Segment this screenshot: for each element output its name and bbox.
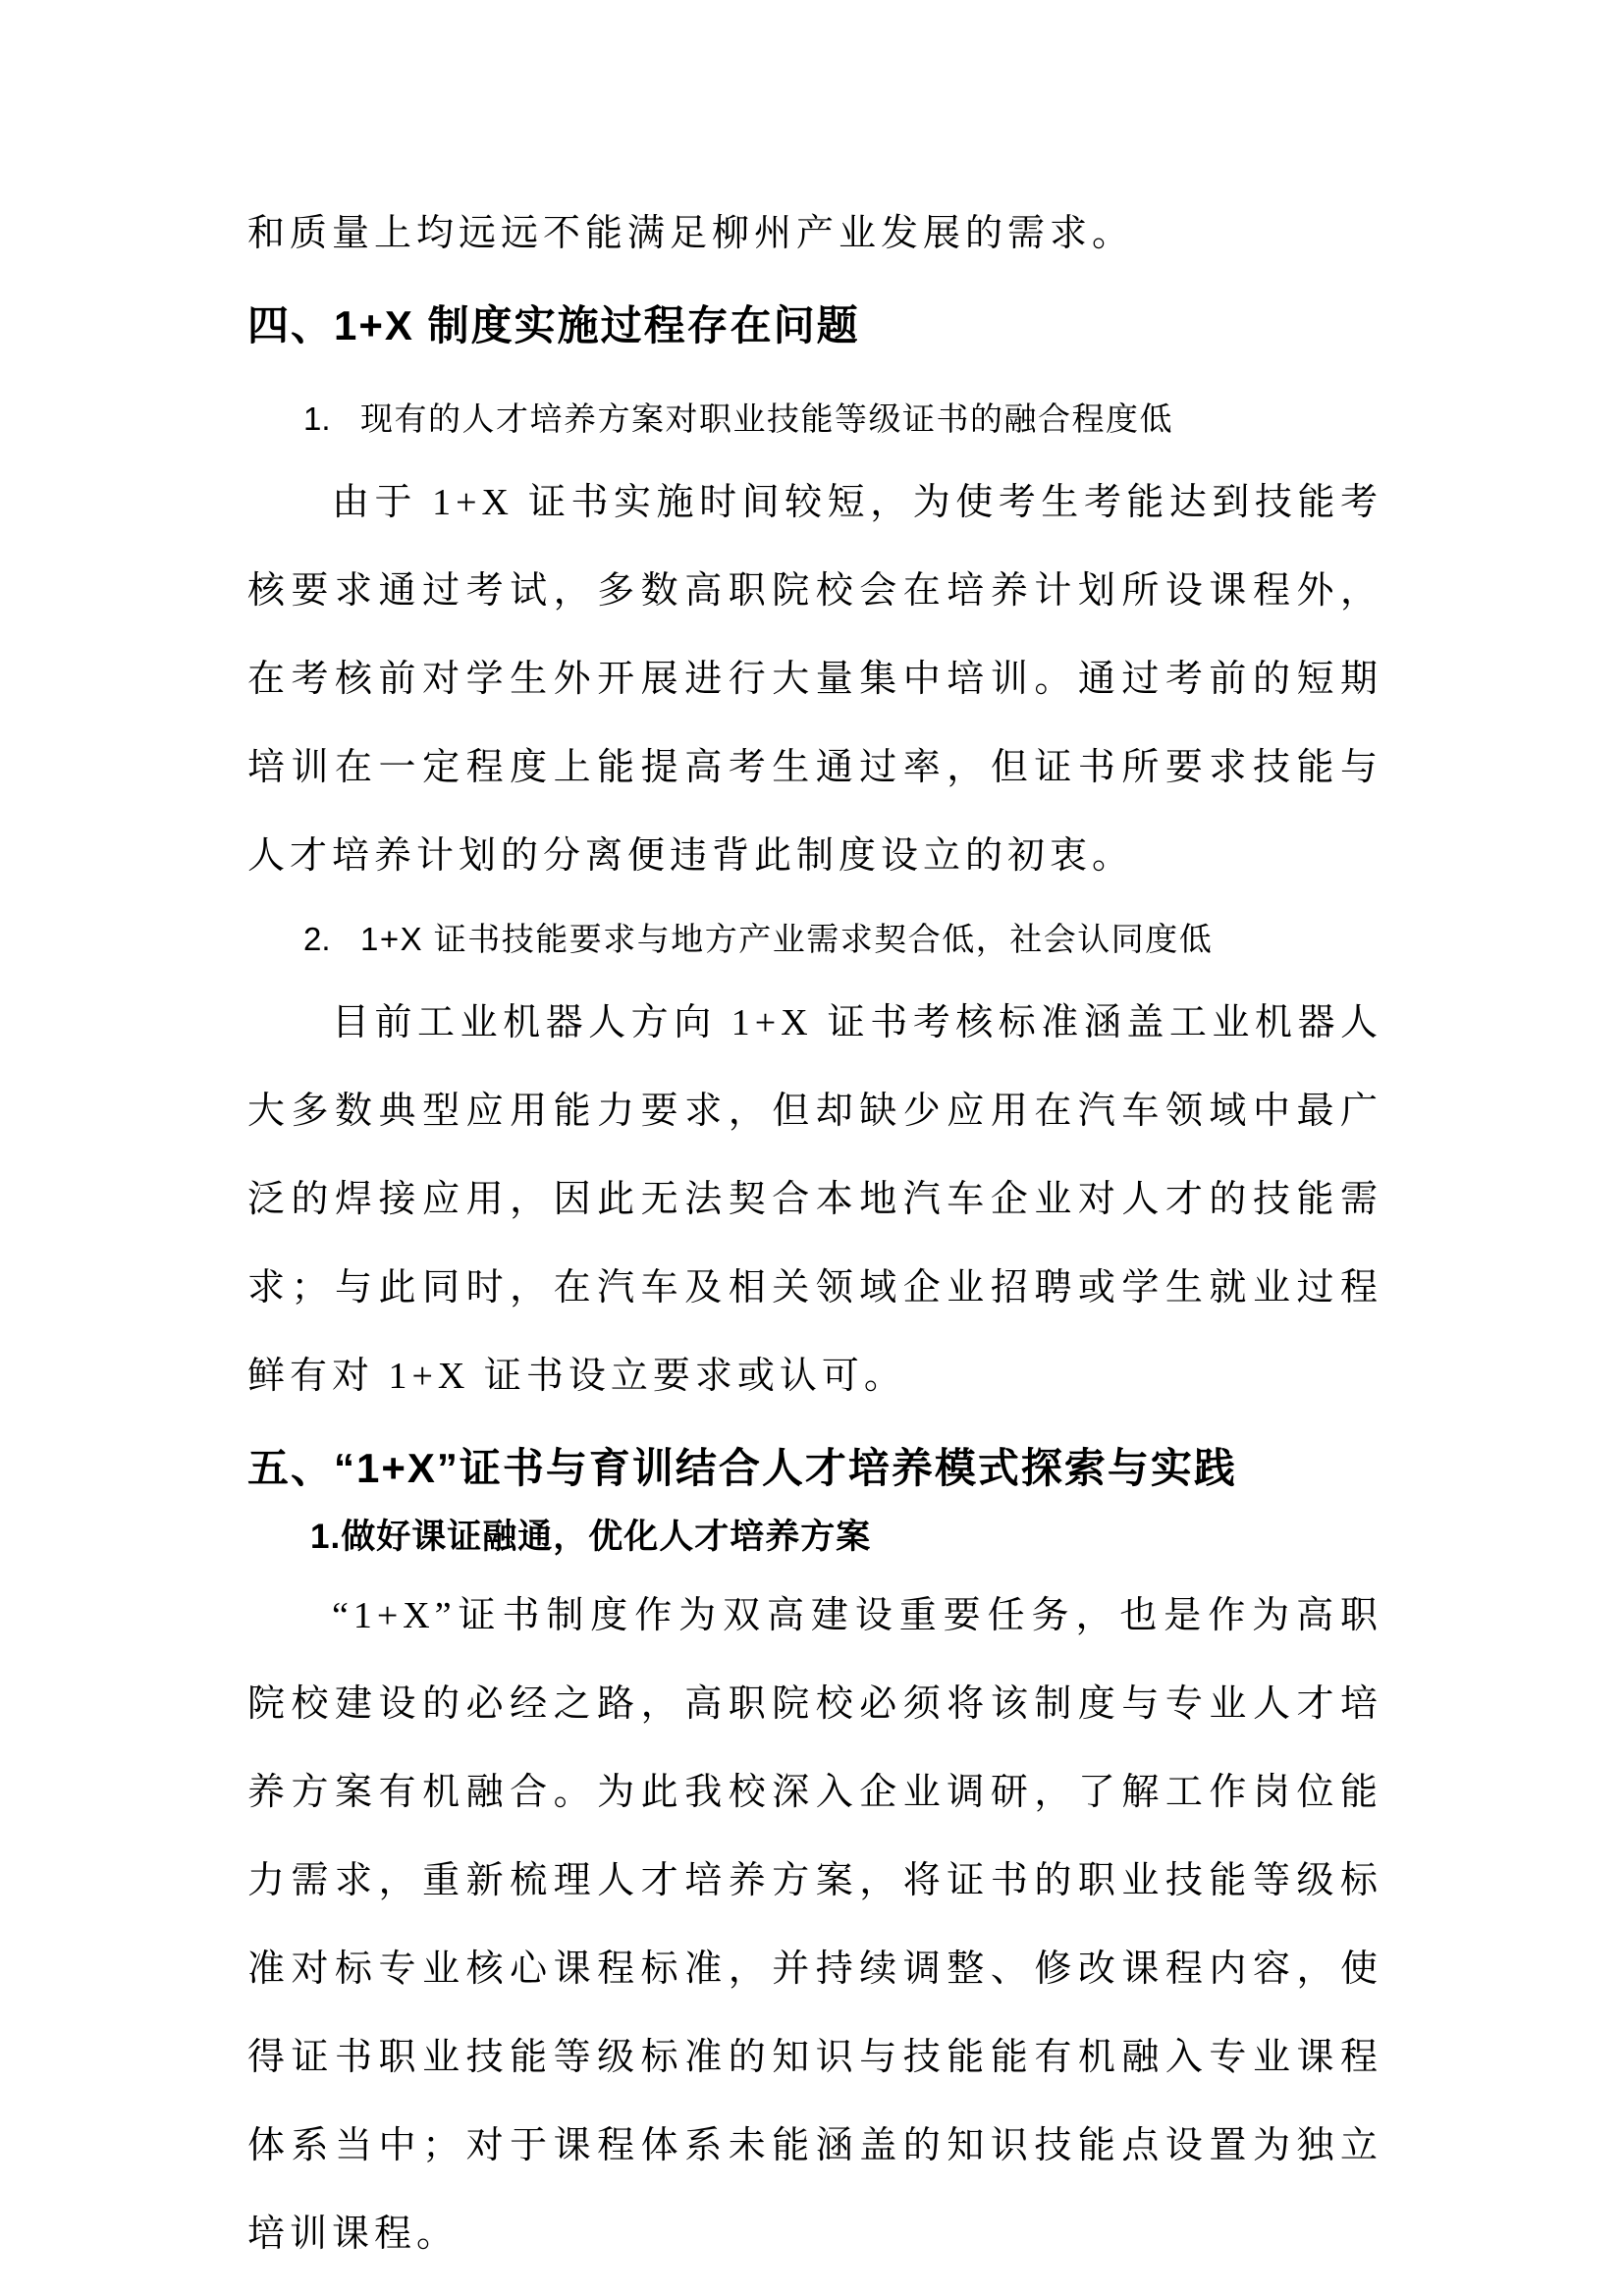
section4-item2-paragraph: 目前工业机器人方向 1+X 证书考核标准涵盖工业机器人大多数典型应用能力要求，但却缺少应用在汽车领域中最广泛的焊接应用，因此无法契合本地汽车企业对人才的技能需求；与此同时，在汽车及相关领域企业招聘或学生就业过程鲜有对 1+X 证书设立要求或认可。 bbox=[247, 1002, 1382, 1397]
list-item-2-title: 1+X 证书技能要求与地方产业需求契合低，社会认同度低 bbox=[360, 921, 1214, 957]
section4-item1-paragraph: 由于 1+X 证书实施时间较短，为使考生考能达到技能考核要求通过考试，多数高职院校会在培养计划所设课程外，在考核前对学生外开展进行大量集中培训。通过考前的短期培训在一定程度上能提高考生通过率，但证书所要求技能与人才培养计划的分离便违背此制度设立的初衷。 bbox=[247, 482, 1382, 877]
list-item-1-number: 1. bbox=[303, 400, 331, 437]
section5-sub1-heading: 1.做好课证融通，优化人才培养方案 bbox=[310, 1518, 872, 1556]
section4-list-item-1 bbox=[247, 380, 1382, 458]
list-item-2-number: 2. bbox=[303, 921, 331, 957]
section5-sub1-paragraph: “1+X”证书制度作为双高建设重要任务，也是作为高职院校建设的必经之路，高职院校必须将该制度与专业人才培养方案有机融合。为此我校深入企业调研，了解工作岗位能力需求，重新梳理人才培养方案，将证书的职业技能等级标准对标专业核心课程标准，并持续调整、修改课程内容，使得证书职业技能等级标准的知识与技能能有机融入专业课程体系当中；对于课程体系未能涵盖的知识技能点设置为独立培训课程。 bbox=[247, 1595, 1382, 2255]
list-item-1-title: 现有的人才培养方案对职业技能等级证书的融合程度低 bbox=[360, 400, 1173, 437]
document-content bbox=[247, 189, 1382, 2278]
intro-paragraph-tail: 和质量上均远远不能满足柳州产业发展的需求。 bbox=[247, 213, 1135, 254]
section4-heading: 四、1+X 制度实施过程存在问题 bbox=[247, 302, 860, 348]
section5-heading: 五、“1+X”证书与育训结合人才培养模式探索与实践 bbox=[247, 1445, 1237, 1491]
section4-list-item-2 bbox=[247, 900, 1382, 979]
